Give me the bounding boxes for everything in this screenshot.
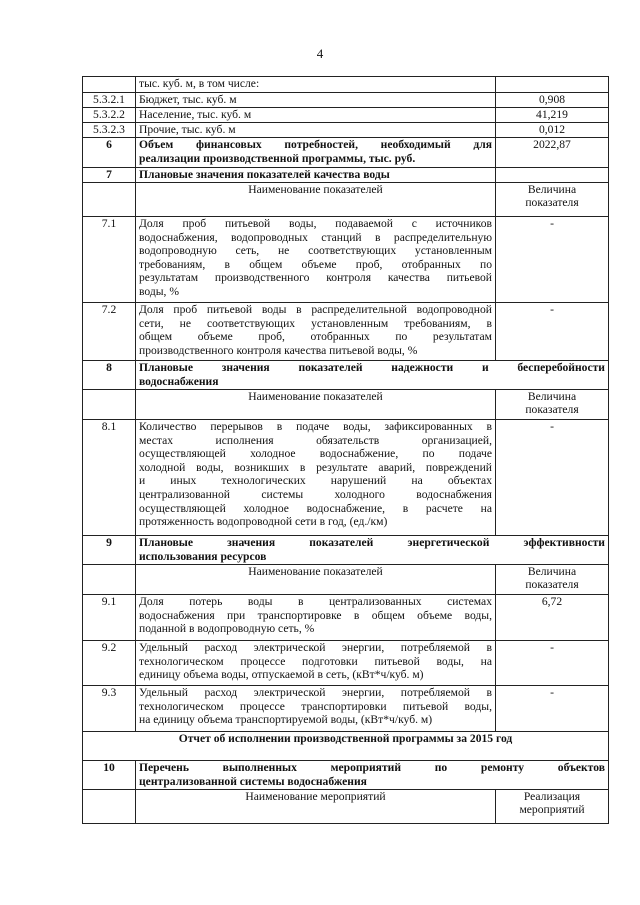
text-line: водоснабжения при транспортировке в общем объеме воды, [139, 608, 492, 622]
section-title: Плановые значения показателей качества воды [136, 168, 496, 183]
row-number [83, 183, 136, 217]
text-line: результатам производственного контроля качества питьевой [139, 271, 492, 285]
text-line: осуществляющей холодное водоснабжение, в расчете на [139, 501, 492, 515]
text-line: водоснабжения [139, 374, 219, 388]
header-line: показателя [525, 403, 579, 416]
header-line: показателя [525, 578, 579, 591]
text-line: технологическом процессе транспортировки питьевой воды, [139, 699, 492, 713]
row-value: 2022,87 [496, 138, 609, 168]
table-row [83, 168, 609, 183]
table-row [83, 595, 609, 641]
row-value: - [496, 420, 609, 536]
section-number: 9 [83, 536, 136, 565]
header-line: Величина [527, 183, 577, 196]
row-value: 41,219 [496, 108, 609, 123]
text-line: Доля проб питьевой воды в распределительной водопроводной [139, 303, 492, 316]
row-text [136, 641, 496, 686]
text-line: Плановые значения показателей энергетической эффективности [139, 536, 605, 549]
text-line: Удельный расход электрической энергии, потребляемой в [139, 686, 492, 699]
section-number: 8 [83, 361, 136, 390]
row-text [136, 303, 496, 361]
text-line: Удельный расход электрической энергии, потребляемой в [139, 641, 492, 654]
text-line: и иных технологических нарушений на объектах [139, 474, 492, 488]
header-line: Величина [527, 390, 577, 403]
text-line: общем объеме проб, отобранных по результатам [139, 330, 492, 344]
row-number: 5.3.2.1 [83, 93, 136, 108]
text-line: осуществляющей холодное водоснабжение, по подаче [139, 447, 492, 461]
row-text [136, 686, 496, 732]
row-value: - [496, 686, 609, 732]
section-title [136, 536, 609, 565]
column-header-name: Наименование показателей [136, 183, 496, 217]
text-line: Доля проб питьевой воды, подаваемой с источников [139, 217, 492, 230]
row-value [496, 168, 609, 183]
row-number: 7.1 [83, 217, 136, 303]
row-text: Население, тыс. куб. м [136, 108, 496, 123]
table-row [83, 732, 609, 761]
row-value: 0,908 [496, 93, 609, 108]
table-row [83, 303, 609, 361]
header-line: Реализация [523, 790, 581, 803]
text-line: на единицу объема транспортируемой воды, (кВт*ч/куб. м) [139, 713, 433, 727]
table-row [83, 686, 609, 732]
section-number: 10 [83, 761, 136, 790]
table-row [83, 93, 609, 108]
page-number: 4 [316, 46, 324, 61]
text-line: Плановые значения показателей надежности и бесперебойности [139, 361, 605, 374]
text-line: протяженность водопроводной сети в год, (ед./км) [139, 515, 388, 529]
row-text: Бюджет, тыс. куб. м [136, 93, 496, 108]
row-text [136, 217, 496, 303]
row-number: 5.3.2.3 [83, 123, 136, 138]
text-line: единицу объема воды, отпускаемой в сеть, (кВт*ч/куб. м) [139, 668, 424, 682]
text-line: централизованной системы водоснабжения [139, 774, 367, 788]
column-header-value [496, 183, 609, 217]
row-value [496, 77, 609, 93]
text-line: поданной в водопроводную сеть, % [139, 622, 315, 636]
row-text [136, 138, 496, 168]
section-title [136, 761, 609, 790]
text-line: технологическом процессе подготовки питьевой воды, на [139, 654, 492, 668]
row-number: 9.2 [83, 641, 136, 686]
table-row [83, 108, 609, 123]
column-header-value [496, 565, 609, 595]
text-line: требованиям, в общем объеме проб, отобранных по [139, 257, 492, 271]
table-row [83, 536, 609, 565]
row-text [136, 420, 496, 536]
text-line: водопроводную сеть, не соответствующих установленным [139, 244, 492, 258]
row-text [136, 595, 496, 641]
header-line: мероприятий [519, 803, 585, 816]
text-line: реализации производственной программы, тыс. руб. [139, 151, 416, 165]
column-header-name: Наименование показателей [136, 565, 496, 595]
table-row [83, 761, 609, 790]
row-number: 7.2 [83, 303, 136, 361]
table-row [83, 390, 609, 420]
table-row [83, 77, 609, 93]
text-line: Доля потерь воды в централизованных системах [139, 595, 492, 608]
report-title: Отчет об исполнении производственной программы за 2015 год [83, 732, 609, 761]
table-row [83, 565, 609, 595]
row-value: - [496, 217, 609, 303]
row-text: тыс. куб. м, в том числе: [136, 77, 496, 93]
row-number: 5.3.2.2 [83, 108, 136, 123]
row-number [83, 77, 136, 93]
section-title [136, 361, 609, 390]
header-line: показателя [525, 196, 579, 209]
table-row [83, 123, 609, 138]
text-line: централизованной системы холодного водоснабжения [139, 487, 492, 501]
text-line: сети, не соответствующих установленным требованиям, в [139, 316, 492, 330]
row-number [83, 390, 136, 420]
section-number: 7 [83, 168, 136, 183]
row-value: 0,012 [496, 123, 609, 138]
header-line: Величина [527, 565, 577, 578]
row-value: - [496, 303, 609, 361]
row-number: 8.1 [83, 420, 136, 536]
text-line: Объем финансовых потребностей, необходимый для [139, 138, 492, 151]
row-number: 9.1 [83, 595, 136, 641]
column-header-value [496, 790, 609, 824]
table-row [83, 361, 609, 390]
program-table [82, 76, 609, 824]
section-number: 6 [83, 138, 136, 168]
column-header-value [496, 390, 609, 420]
text-line: производственного контроля качества питьевой воды, % [139, 343, 418, 357]
row-text: Прочие, тыс. куб. м [136, 123, 496, 138]
text-line: холодной воды, возникших в результате аварий, повреждений [139, 460, 492, 474]
table-row [83, 790, 609, 824]
row-number [83, 790, 136, 824]
text-line: местах исполнения обязательств организацией, [139, 433, 492, 447]
text-line: Количество перерывов в подаче воды, зафиксированных в [139, 420, 492, 433]
text-line: водоснабжения, водопроводных станций в распределительную [139, 230, 492, 244]
text-line: воды, % [139, 284, 180, 298]
table-row [83, 420, 609, 536]
row-number: 9.3 [83, 686, 136, 732]
row-value: - [496, 641, 609, 686]
table-row [83, 138, 609, 168]
text-line: Перечень выполненных мероприятий по ремонту объектов [139, 761, 605, 774]
text-line: использования ресурсов [139, 549, 267, 563]
column-header-name: Наименование мероприятий [136, 790, 496, 824]
table-row [83, 641, 609, 686]
table-row [83, 183, 609, 217]
row-value: 6,72 [496, 595, 609, 641]
row-number [83, 565, 136, 595]
table-row [83, 217, 609, 303]
column-header-name: Наименование показателей [136, 390, 496, 420]
